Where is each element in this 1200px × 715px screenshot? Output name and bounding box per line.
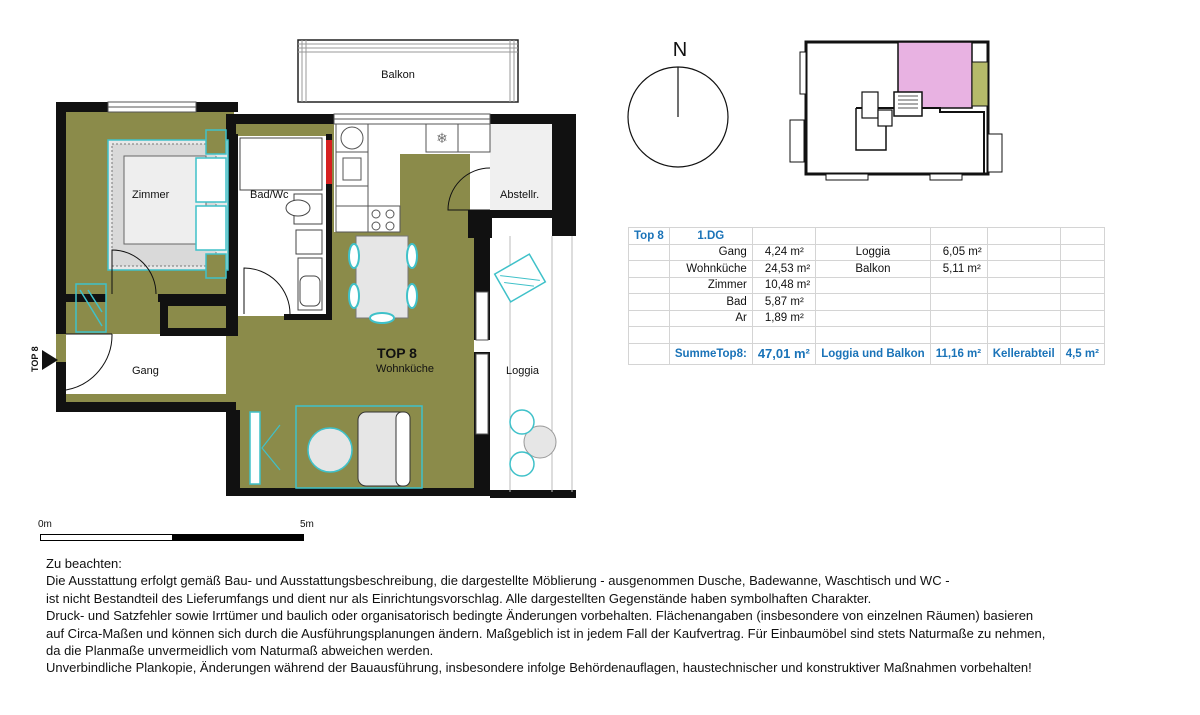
table-row (629, 310, 1105, 327)
table-cell: 1,89 m² (752, 310, 815, 327)
label-wohnkueche: Wohnküche (376, 363, 434, 375)
table-cell: 4,24 m² (752, 244, 815, 261)
sum-cellar-label: Kellerabteil (987, 343, 1060, 364)
scale-bar (38, 519, 314, 549)
table-cell: Gang (669, 244, 752, 261)
table-cell: 6,05 m² (930, 244, 987, 261)
bed (108, 130, 228, 278)
label-bad: Bad/Wc (250, 189, 289, 201)
toilet-icon (286, 200, 310, 216)
table-row (629, 261, 1105, 278)
table-cell: Zimmer (669, 277, 752, 294)
table-sum-row (629, 343, 1105, 364)
compass (628, 39, 728, 167)
table-cell: Loggia (816, 244, 931, 261)
table-cell: 10,48 m² (752, 277, 815, 294)
table-row (629, 277, 1105, 294)
table-unit: Top 8 (629, 228, 670, 245)
table-row (629, 228, 1105, 245)
label-gang: Gang (132, 365, 159, 377)
notes-line: Unverbindliche Plankopie, Änderungen während der Bauausführung, insbesondere infolge Behördenauflagen, haustechnischer und konstruktiver Maßnahmen vorbehalten! (46, 660, 1032, 676)
scale-start: 0m (38, 519, 52, 530)
scale-bar-graphic (40, 534, 304, 541)
table-cell: Wohnküche (669, 261, 752, 278)
entrance-arrow-icon (42, 350, 58, 370)
disclaimer-notes (46, 555, 1186, 677)
label-loggia: Loggia (506, 365, 540, 377)
table-cell: 5,87 m² (752, 294, 815, 311)
table-cell: 5,11 m² (930, 261, 987, 278)
table-cell: Balkon (816, 261, 931, 278)
table-row (629, 244, 1105, 261)
notes-title: Zu beachten: (46, 556, 122, 571)
scale-end: 5m (300, 519, 314, 530)
label-balkon: Balkon (381, 69, 415, 81)
key-plan (790, 42, 1002, 180)
table-cell: 24,53 m² (752, 261, 815, 278)
sum-outdoor-label: Loggia und Balkon (816, 343, 931, 364)
notes-line: Druck- und Satzfehler sowie Irrtümer und baulich oder organisatorisch bedingte Änderungen vorbehalten. Flächenangaben (insbesondere von einzelnen Räumen) basieren (46, 608, 1034, 624)
table-row (629, 294, 1105, 311)
notes-line: auf Circa-Maßen und können sich durch die Ausführungsplanungen ändern. Maßgeblich ist in jedem Fall der Kaufvertrag. Für Einbaumöbel sind stets Naturmaße zu nehmen, (46, 625, 1046, 641)
entrance-label: TOP 8 (30, 346, 40, 372)
sum-label: SummeTop8: (669, 343, 752, 364)
label-zimmer: Zimmer (132, 189, 170, 201)
svg-text:❄: ❄ (436, 130, 448, 146)
label-abstell: Abstellr. (500, 189, 540, 201)
area-table (628, 227, 1105, 365)
table-cell: Ar (669, 310, 752, 327)
compass-north-label: N (672, 39, 688, 61)
hob-icon (372, 210, 380, 218)
notes-line: da die Planmaße unvermeidlich vom Naturmaß abweichen werden. (46, 643, 434, 659)
table-cell: Bad (669, 294, 752, 311)
table-floor: 1.DG (669, 228, 752, 245)
balkon-area (298, 40, 518, 102)
notes-line: ist nicht Bestandteil des Lieferumfangs und dient nur als Einrichtungsvorschlag. Alle dargestellten Gegenstände haben symbolhaften Charakter. (46, 590, 872, 606)
sum-total: 47,01 m² (752, 343, 815, 364)
sum-outdoor-total: 11,16 m² (930, 343, 987, 364)
unit-label: TOP 8 (377, 345, 417, 361)
notes-line: Die Ausstattung erfolgt gemäß Bau- und Ausstattungsbeschreibung, die dargestellte Möblierung - ausgenommen Dusche, Badewanne, Waschtisch und WC - (46, 573, 950, 589)
dining-table (349, 236, 417, 323)
sum-cellar-total: 4,5 m² (1060, 343, 1104, 364)
table-row (629, 327, 1105, 344)
